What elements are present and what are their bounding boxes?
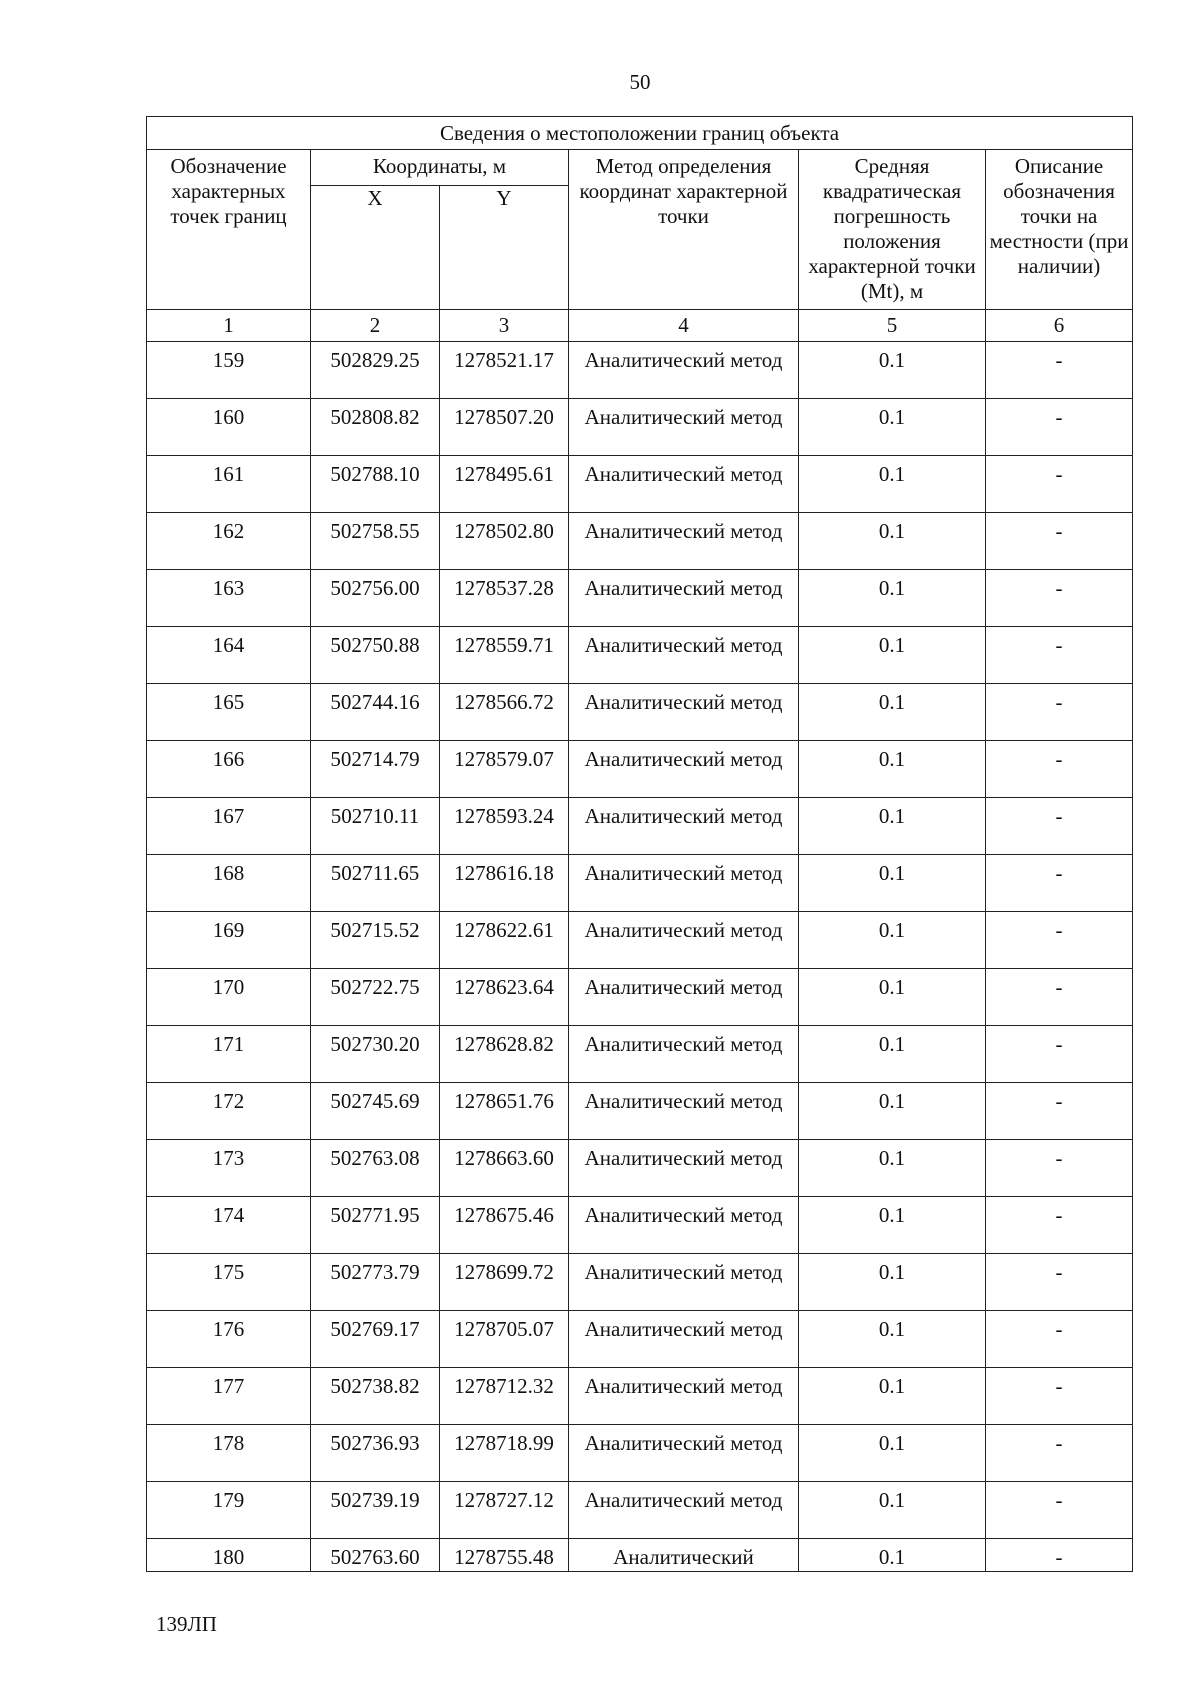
cell-point-designation: 169 <box>147 912 311 969</box>
cell-y-coordinate: 1278559.71 <box>440 627 569 684</box>
cell-mean-square-error: 0.1 <box>799 513 986 570</box>
table-row <box>147 1140 1133 1197</box>
cell-mean-square-error: 0.1 <box>799 1482 986 1539</box>
cell-point-designation: 165 <box>147 684 311 741</box>
cell-y-coordinate: 1278623.64 <box>440 969 569 1026</box>
table-row <box>147 456 1133 513</box>
cell-point-description: - <box>986 684 1133 741</box>
header-point-description: Описание обозначения точки на местности (при наличии) <box>986 150 1133 310</box>
cell-mean-square-error: 0.1 <box>799 855 986 912</box>
cell-mean-square-error: 0.1 <box>799 456 986 513</box>
cell-x-coordinate: 502771.95 <box>311 1197 440 1254</box>
cell-x-coordinate: 502756.00 <box>311 570 440 627</box>
cell-point-designation: 173 <box>147 1140 311 1197</box>
table-row <box>147 1368 1133 1425</box>
cell-method: Аналитический метод <box>569 1368 799 1425</box>
cell-method: Аналитический метод <box>569 969 799 1026</box>
table-row <box>147 684 1133 741</box>
page-number: 50 <box>629 70 651 94</box>
cell-point-description: - <box>986 1368 1133 1425</box>
table-row <box>147 1425 1133 1482</box>
table-row <box>147 627 1133 684</box>
cell-y-coordinate: 1278507.20 <box>440 399 569 456</box>
cell-mean-square-error: 0.1 <box>799 684 986 741</box>
cell-point-description: - <box>986 399 1133 456</box>
cell-mean-square-error: 0.1 <box>799 1311 986 1368</box>
cell-method: Аналитический метод <box>569 798 799 855</box>
column-number: 2 <box>311 310 440 342</box>
cell-x-coordinate: 502829.25 <box>311 342 440 399</box>
cell-y-coordinate: 1278537.28 <box>440 570 569 627</box>
cell-y-coordinate: 1278622.61 <box>440 912 569 969</box>
column-number-row <box>147 310 1133 342</box>
cell-y-coordinate: 1278712.32 <box>440 1368 569 1425</box>
cell-point-description: - <box>986 741 1133 798</box>
cell-mean-square-error: 0.1 <box>799 1083 986 1140</box>
cell-x-coordinate: 502711.65 <box>311 855 440 912</box>
cell-y-coordinate: 1278495.61 <box>440 456 569 513</box>
cell-point-description: - <box>986 1026 1133 1083</box>
table-row <box>147 342 1133 399</box>
cell-x-coordinate: 502730.20 <box>311 1026 440 1083</box>
column-number: 4 <box>569 310 799 342</box>
cell-point-designation: 175 <box>147 1254 311 1311</box>
header-x: X <box>311 186 440 310</box>
cell-mean-square-error: 0.1 <box>799 627 986 684</box>
header-point-designation: Обозначение характерных точек границ <box>147 150 311 310</box>
cell-point-description: - <box>986 1311 1133 1368</box>
cell-method: Аналитический метод <box>569 570 799 627</box>
cell-y-coordinate: 1278755.48 <box>440 1539 569 1572</box>
cell-method: Аналитический метод <box>569 513 799 570</box>
cell-x-coordinate: 502773.79 <box>311 1254 440 1311</box>
cell-point-designation: 170 <box>147 969 311 1026</box>
cell-mean-square-error: 0.1 <box>799 798 986 855</box>
table-row <box>147 1083 1133 1140</box>
table-row <box>147 513 1133 570</box>
cell-x-coordinate: 502769.17 <box>311 1311 440 1368</box>
cell-point-description: - <box>986 1482 1133 1539</box>
cell-mean-square-error: 0.1 <box>799 1425 986 1482</box>
cell-point-description: - <box>986 855 1133 912</box>
cell-method: Аналитический метод <box>569 342 799 399</box>
cell-mean-square-error: 0.1 <box>799 1026 986 1083</box>
cell-y-coordinate: 1278566.72 <box>440 684 569 741</box>
cell-y-coordinate: 1278727.12 <box>440 1482 569 1539</box>
cell-y-coordinate: 1278651.76 <box>440 1083 569 1140</box>
boundary-coordinates-table <box>146 116 1133 1572</box>
cell-mean-square-error: 0.1 <box>799 342 986 399</box>
cell-method: Аналитический метод <box>569 1425 799 1482</box>
cell-point-description: - <box>986 1197 1133 1254</box>
footer-code: 139ЛП <box>156 1612 217 1636</box>
cell-point-designation: 179 <box>147 1482 311 1539</box>
cell-point-description: - <box>986 1083 1133 1140</box>
table-row <box>147 399 1133 456</box>
cell-point-designation: 178 <box>147 1425 311 1482</box>
cell-x-coordinate: 502763.60 <box>311 1539 440 1572</box>
cell-point-designation: 160 <box>147 399 311 456</box>
cell-x-coordinate: 502722.75 <box>311 969 440 1026</box>
table-row <box>147 1254 1133 1311</box>
cell-y-coordinate: 1278628.82 <box>440 1026 569 1083</box>
cell-point-description: - <box>986 342 1133 399</box>
cell-point-designation: 163 <box>147 570 311 627</box>
cell-point-designation: 167 <box>147 798 311 855</box>
cell-x-coordinate: 502710.11 <box>311 798 440 855</box>
cell-point-description: - <box>986 456 1133 513</box>
cell-method: Аналитический метод <box>569 741 799 798</box>
cell-method: Аналитический метод <box>569 1140 799 1197</box>
header-coordinates: Координаты, м <box>311 150 569 186</box>
cell-y-coordinate: 1278579.07 <box>440 741 569 798</box>
cell-method: Аналитический метод <box>569 1254 799 1311</box>
cell-method: Аналитический метод <box>569 1482 799 1539</box>
cell-point-description: - <box>986 1140 1133 1197</box>
cell-point-designation: 171 <box>147 1026 311 1083</box>
cell-mean-square-error: 0.1 <box>799 570 986 627</box>
column-number: 1 <box>147 310 311 342</box>
cell-mean-square-error: 0.1 <box>799 399 986 456</box>
cell-x-coordinate: 502715.52 <box>311 912 440 969</box>
cell-y-coordinate: 1278521.17 <box>440 342 569 399</box>
cell-mean-square-error: 0.1 <box>799 912 986 969</box>
cell-method: Аналитический метод <box>569 1026 799 1083</box>
cell-point-designation: 172 <box>147 1083 311 1140</box>
cell-x-coordinate: 502758.55 <box>311 513 440 570</box>
cell-mean-square-error: 0.1 <box>799 1539 986 1572</box>
cell-method: Аналитический метод <box>569 912 799 969</box>
table-row <box>147 798 1133 855</box>
header-mean-square-error: Средняя квадратическая погрешность положения характерной точки (Mt), м <box>799 150 986 310</box>
cell-method: Аналитический метод <box>569 456 799 513</box>
table-row <box>147 1539 1133 1572</box>
cell-mean-square-error: 0.1 <box>799 1140 986 1197</box>
cell-point-designation: 159 <box>147 342 311 399</box>
column-number: 5 <box>799 310 986 342</box>
cell-x-coordinate: 502736.93 <box>311 1425 440 1482</box>
cell-x-coordinate: 502788.10 <box>311 456 440 513</box>
table-row <box>147 570 1133 627</box>
cell-mean-square-error: 0.1 <box>799 1197 986 1254</box>
cell-y-coordinate: 1278616.18 <box>440 855 569 912</box>
cell-method: Аналитический метод <box>569 1311 799 1368</box>
table-row <box>147 741 1133 798</box>
column-number: 3 <box>440 310 569 342</box>
cell-point-description: - <box>986 1539 1133 1572</box>
cell-method: Аналитический <box>569 1539 799 1572</box>
table-row <box>147 912 1133 969</box>
cell-y-coordinate: 1278675.46 <box>440 1197 569 1254</box>
cell-mean-square-error: 0.1 <box>799 1368 986 1425</box>
cell-x-coordinate: 502738.82 <box>311 1368 440 1425</box>
cell-point-designation: 162 <box>147 513 311 570</box>
cell-y-coordinate: 1278502.80 <box>440 513 569 570</box>
table-title: Сведения о местоположении границ объекта <box>147 117 1133 150</box>
cell-method: Аналитический метод <box>569 627 799 684</box>
cell-point-description: - <box>986 513 1133 570</box>
cell-point-designation: 174 <box>147 1197 311 1254</box>
cell-point-designation: 166 <box>147 741 311 798</box>
cell-x-coordinate: 502750.88 <box>311 627 440 684</box>
cell-point-designation: 164 <box>147 627 311 684</box>
cell-method: Аналитический метод <box>569 1197 799 1254</box>
cell-mean-square-error: 0.1 <box>799 741 986 798</box>
cell-method: Аналитический метод <box>569 399 799 456</box>
cell-point-designation: 177 <box>147 1368 311 1425</box>
table-row <box>147 1026 1133 1083</box>
cell-point-designation: 176 <box>147 1311 311 1368</box>
header-method: Метод определения координат характерной точки <box>569 150 799 310</box>
cell-method: Аналитический метод <box>569 1083 799 1140</box>
cell-y-coordinate: 1278699.72 <box>440 1254 569 1311</box>
cell-point-description: - <box>986 627 1133 684</box>
cell-point-description: - <box>986 798 1133 855</box>
cell-point-description: - <box>986 570 1133 627</box>
table-row <box>147 855 1133 912</box>
table-row <box>147 1311 1133 1368</box>
cell-point-designation: 161 <box>147 456 311 513</box>
cell-point-description: - <box>986 1425 1133 1482</box>
cell-mean-square-error: 0.1 <box>799 1254 986 1311</box>
cell-y-coordinate: 1278593.24 <box>440 798 569 855</box>
cell-point-description: - <box>986 912 1133 969</box>
header-y: Y <box>440 186 569 310</box>
cell-point-description: - <box>986 969 1133 1026</box>
cell-x-coordinate: 502744.16 <box>311 684 440 741</box>
cell-y-coordinate: 1278663.60 <box>440 1140 569 1197</box>
cell-x-coordinate: 502763.08 <box>311 1140 440 1197</box>
column-number: 6 <box>986 310 1133 342</box>
table-row <box>147 1482 1133 1539</box>
cell-x-coordinate: 502739.19 <box>311 1482 440 1539</box>
cell-point-designation: 168 <box>147 855 311 912</box>
cell-x-coordinate: 502808.82 <box>311 399 440 456</box>
cell-method: Аналитический метод <box>569 684 799 741</box>
cell-x-coordinate: 502745.69 <box>311 1083 440 1140</box>
cell-x-coordinate: 502714.79 <box>311 741 440 798</box>
cell-point-description: - <box>986 1254 1133 1311</box>
table-row <box>147 969 1133 1026</box>
cell-y-coordinate: 1278705.07 <box>440 1311 569 1368</box>
cell-mean-square-error: 0.1 <box>799 969 986 1026</box>
cell-y-coordinate: 1278718.99 <box>440 1425 569 1482</box>
cell-method: Аналитический метод <box>569 855 799 912</box>
table-row <box>147 1197 1133 1254</box>
cell-point-designation: 180 <box>147 1539 311 1572</box>
